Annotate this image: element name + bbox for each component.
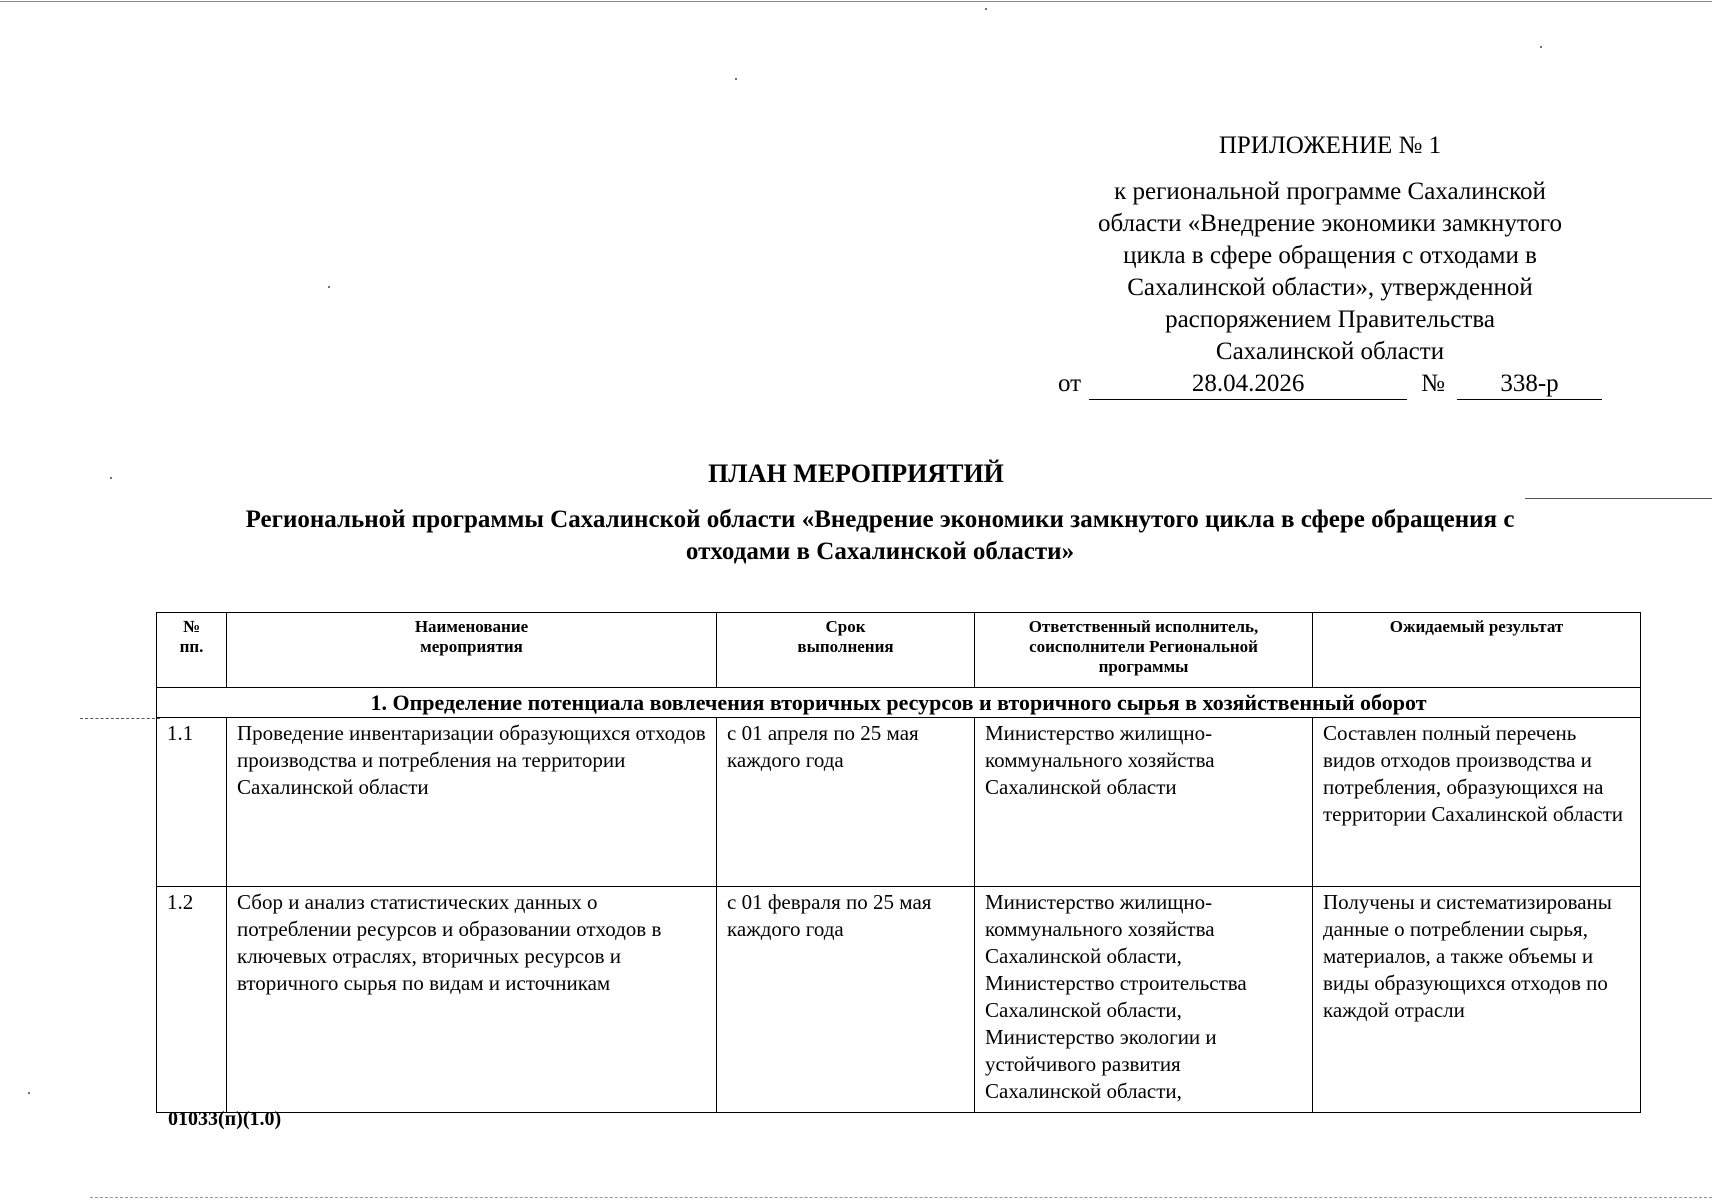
plan-table	[156, 612, 1641, 1113]
appendix-line: Сахалинской области», утвержденной	[1127, 274, 1533, 301]
appendix-line: цикла в сфере обращения с отходами в	[1123, 242, 1537, 269]
approval-date-row	[1005, 368, 1655, 400]
table-row	[157, 718, 1641, 887]
cell-executor: Министерство жилищно-коммунального хозяйства Сахалинской области, Министерство строительства Сахалинской области, Министерство экологии и устойчивого развития Сахалинской области,	[975, 887, 1313, 1113]
scan-dot	[28, 1092, 30, 1094]
appendix-line: распоряжением Правительства	[1165, 306, 1495, 333]
appendix-line: Сахалинской области	[1215, 338, 1445, 365]
plan-subtitle: Региональной программы Сахалинской области «Внедрение экономики замкнутого цикла в сфере обращения с отходами в Сахалинской области»	[245, 506, 1515, 565]
cell-name: Сбор и анализ статистических данных о потреблении ресурсов и образовании отходов в ключевых отраслях, вторичных ресурсов и вторичного сырья по видам и источникам	[227, 887, 717, 1113]
cell-result: Получены и систематизированы данные о потреблении сырья, материалов, а также объемы и виды образующихся отходов по каждой отрасли	[1313, 887, 1641, 1113]
cell-result: Составлен полный перечень видов отходов производства и потребления, образующихся на территории Сахалинской области	[1313, 718, 1641, 887]
header-term	[717, 613, 975, 688]
cell-name: Проведение инвентаризации образующихся отходов производства и потребления на территории Сахалинской области	[227, 718, 717, 887]
header-executor-line: программы	[1098, 657, 1189, 676]
header-name-line: мероприятия	[420, 637, 523, 656]
header-name	[227, 613, 717, 688]
plan-title: ПЛАН МЕРОПРИЯТИЙ	[708, 459, 1004, 488]
header-num	[157, 613, 227, 688]
scan-mark-right	[1525, 498, 1712, 499]
approval-number: 338-р	[1457, 369, 1602, 400]
header-executor-line: Ответственный исполнитель,	[1028, 617, 1259, 636]
header-term-line: выполнения	[797, 637, 894, 656]
section-title: 1. Определение потенциала вовлечения вторичных ресурсов и вторичного сырья в хозяйственный оборот	[157, 688, 1641, 718]
table-header-row	[157, 613, 1641, 688]
table-row	[157, 887, 1641, 1113]
appendix-line: области «Внедрение экономики замкнутого	[1097, 210, 1563, 237]
header-term-line: Срок	[825, 617, 866, 636]
cell-num: 1.2	[157, 887, 227, 1113]
header-executor	[975, 613, 1313, 688]
scan-dot	[328, 286, 330, 288]
cell-term: с 01 февраля по 25 мая каждого года	[717, 887, 975, 1113]
scan-edge-bottom	[90, 1197, 1712, 1198]
scan-mark-left	[80, 718, 160, 719]
scan-dot	[735, 78, 737, 80]
header-num-line: пп.	[179, 637, 204, 656]
cell-term: с 01 апреля по 25 мая каждого года	[717, 718, 975, 887]
section-row	[157, 688, 1641, 718]
header-num-line: №	[182, 617, 201, 636]
cell-num: 1.1	[157, 718, 227, 887]
header-executor-line: соисполнители Региональной	[1029, 637, 1258, 656]
from-label: от	[1058, 370, 1082, 397]
cell-executor: Министерство жилищно-коммунального хозяйства Сахалинской области	[975, 718, 1313, 887]
appendix-block	[1005, 130, 1655, 400]
number-label: №	[1421, 370, 1445, 397]
scan-dot	[985, 8, 987, 10]
header-result	[1313, 613, 1641, 688]
scan-dot	[1540, 46, 1542, 48]
header-result-line: Ожидаемый результат	[1389, 617, 1564, 636]
approval-date: 28.04.2026	[1089, 369, 1407, 400]
form-code: 01033(п)(1.0)	[168, 1108, 282, 1130]
header-name-line: Наименование	[414, 617, 529, 636]
appendix-line: к региональной программе Сахалинской	[1114, 178, 1546, 205]
appendix-title: ПРИЛОЖЕНИЕ № 1	[1218, 132, 1442, 159]
scan-edge-top	[0, 1, 1712, 2]
